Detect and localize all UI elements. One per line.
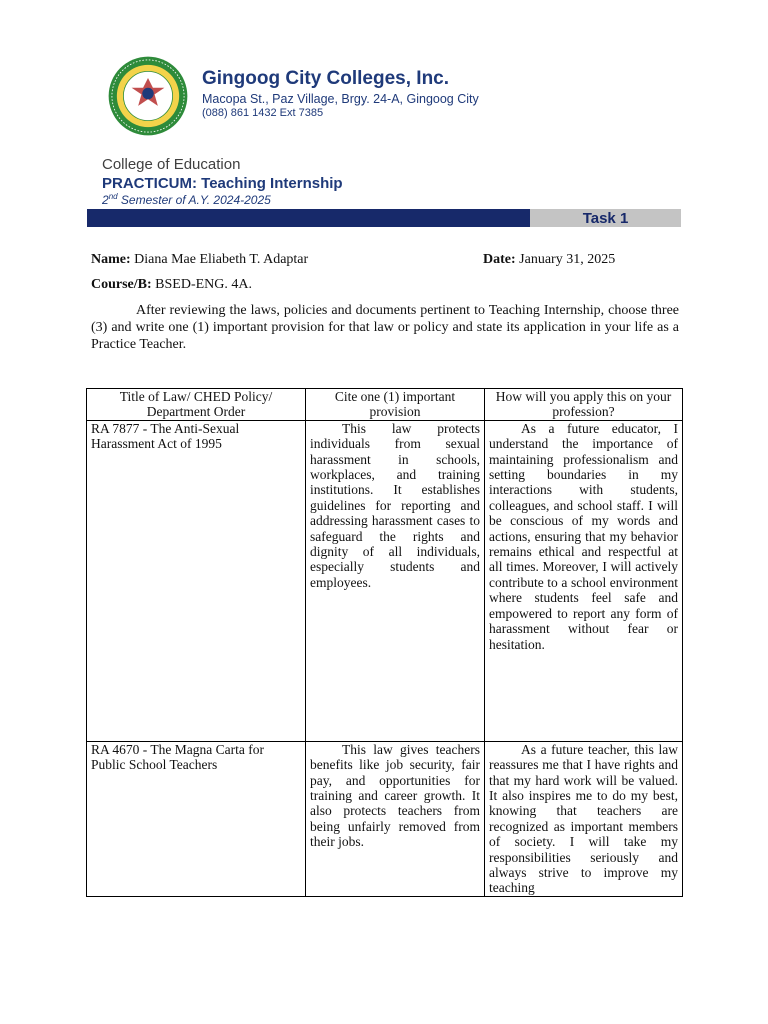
header-provision: Cite one (1) important provision [306, 389, 485, 421]
date-label: Date: [483, 252, 516, 267]
application-cell: As a future educator, I understand the importance of maintaining professionalism and setting boundaries in my interactions with students, colleagues, and school staff. I will be conscious of my words and actions, ensuring that my behavior remains ethical and respectful at all times. Moreover, I will actively contribute to a school environment where students feel safe and empowered to report any form of harassment without fear or hesitation. [485, 420, 683, 741]
application-cell: As a future teacher, this law reassures me that I have rights and that my hard work will be valued. It also inspires me to do my best, knowing that teachers are recognized as important members of society. I will take my responsibilities seriously and always strive to improve my teaching [485, 741, 683, 896]
header-band [87, 209, 530, 227]
date-field [483, 252, 615, 268]
course-field [91, 277, 252, 293]
header-application: How will you apply this on your profession? [485, 389, 683, 421]
course-title [102, 175, 343, 192]
semester-ordinal: nd [108, 192, 118, 201]
semester-text: Semester of A.Y. 2024-2025 [117, 193, 271, 207]
provision-cell: This law gives teachers benefits like job security, fair pay, and opportunities for training and career growth. It also protects teachers from being unfairly removed from their jobs. [306, 741, 485, 896]
law-title-cell: RA 4670 - The Magna Carta for Public School Teachers [87, 741, 306, 896]
provision-cell: This law protects individuals from sexual harassment in schools, workplaces, and training institutions. It establishes guidelines for reporting and addressing harassment cases to safeguard the rights and dignity of all individuals, especially students and employees. [306, 420, 485, 741]
name-label: Name: [91, 252, 131, 267]
college-name: Gingoog City Colleges, Inc. [202, 68, 450, 89]
table-row [87, 741, 683, 896]
table-row [87, 420, 683, 741]
task-table [86, 388, 683, 897]
name-field [91, 252, 308, 268]
law-title-cell: RA 7877 - The Anti-Sexual Harassment Act of 1995 [87, 420, 306, 741]
course-label: Course/B: [91, 277, 152, 292]
course-suffix: : Teaching Internship [192, 175, 343, 192]
semester-number: 2 [102, 193, 109, 207]
college-phone: (088) 861 1432 Ext 7385 [202, 107, 324, 119]
date-value: January 31, 2025 [519, 252, 616, 267]
task-label: Task 1 [530, 209, 681, 227]
department-name: College of Education [102, 156, 241, 173]
course-prefix: PRACTICUM [102, 175, 192, 192]
college-address: Macopa St., Paz Village, Brgy. 24-A, Gingoog City [202, 92, 479, 106]
header-law-title: Title of Law/ CHED Policy/ Department Order [87, 389, 306, 421]
table-header-row [87, 389, 683, 421]
course-value: BSED-ENG. 4A. [155, 277, 253, 292]
college-seal-logo [107, 55, 189, 137]
name-value: Diana Mae Eliabeth T. Adaptar [134, 252, 309, 267]
semester-line [102, 192, 271, 207]
instructions-paragraph: After reviewing the laws, policies and documents pertinent to Teaching Internship, choose three (3) and write one (1) important provision for that law or policy and state its application in your life as a Practice Teacher. [91, 303, 679, 352]
